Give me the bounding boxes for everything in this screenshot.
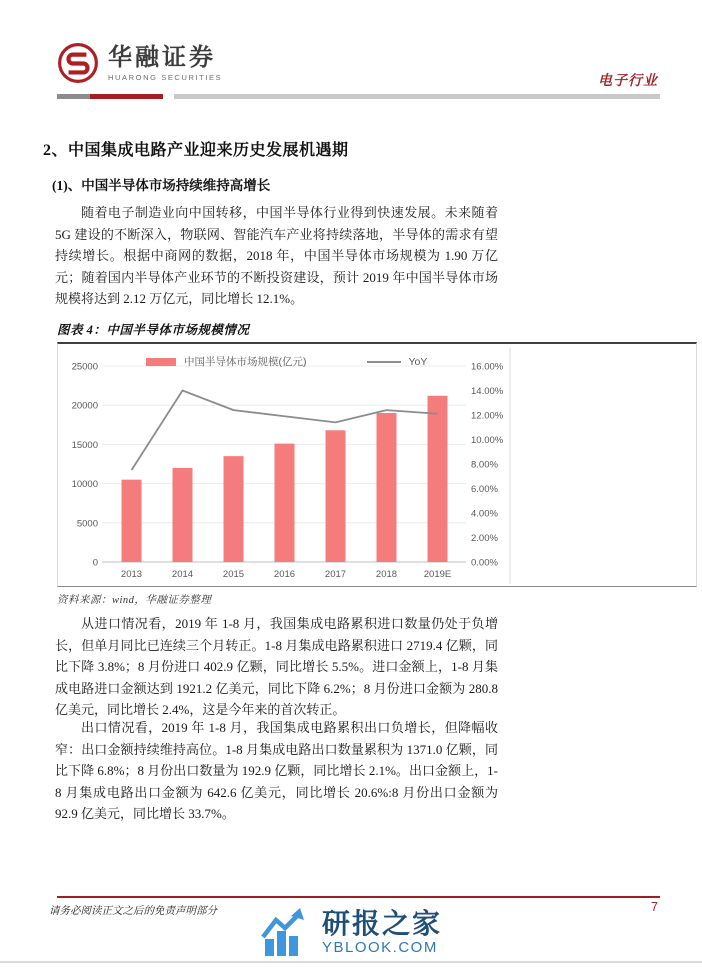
figure-title: 图表 4：中国半导体市场规模情况 [57, 323, 250, 337]
svg-text:10.00%: 10.00% [471, 435, 504, 446]
svg-text:0: 0 [92, 557, 98, 569]
legend-bar-swatch-icon [146, 358, 176, 366]
paragraph-exports: 出口情况看，2019 年 1-8 月，我国集成电路累积出口负增长，但降幅收窄：出口金额持续维持高位。1-8 月集成电路出口数量累积为 1371.0 亿颗，同比下降 6.8%；8 月份出口数量为 192.9 亿颗，同比增长 2.1%。出口金额上，1-8 月集成电路出口金额为 642.6 亿美元，同比增长 20.6%:8 月份出口金额为 92.9 亿美元，同比增长 33.7%。 [55, 720, 498, 821]
chart-legend [146, 354, 427, 369]
watermark [260, 906, 442, 958]
svg-text:2018: 2018 [375, 569, 398, 580]
legend-line-label: YoY [408, 355, 428, 368]
svg-text:4.00%: 4.00% [471, 508, 498, 520]
header-rule-gray [57, 94, 90, 99]
svg-text:5000: 5000 [76, 518, 98, 530]
brand-text [108, 45, 222, 82]
brand-logo [57, 42, 222, 84]
header-rule-light [174, 94, 660, 99]
legend-bar-label: 中国半导体市场规模(亿元) [184, 356, 307, 368]
svg-text:2019E: 2019E [423, 569, 452, 580]
subsection-heading: (1)、中国半导体市场持续维持高增长 [52, 178, 271, 193]
watermark-text [322, 909, 442, 956]
footer-disclaimer: 请务必阅读正文之后的免责声明部分 [49, 906, 217, 917]
watermark-chart-icon [260, 906, 312, 958]
legend-line-swatch-icon [367, 361, 401, 363]
watermark-url: YBLOOK.COM [321, 938, 438, 956]
watermark-title: 研报之家 [321, 907, 443, 939]
svg-text:15000: 15000 [71, 439, 98, 451]
svg-text:2014: 2014 [171, 569, 194, 580]
svg-text:2015: 2015 [222, 569, 245, 580]
footer-rule [57, 896, 660, 898]
section-heading: 2、中国集成电路产业迎来历史发展机遇期 [43, 142, 349, 159]
chart-frame [57, 342, 697, 587]
svg-text:0.00%: 0.00% [471, 557, 498, 569]
header-rule-red [90, 94, 163, 99]
brand-name-en: HUARONG SECURITIES [108, 72, 223, 82]
page-bottom-edge [0, 961, 702, 963]
brand-name-cn: 华融证券 [108, 44, 216, 71]
svg-text:10000: 10000 [71, 479, 98, 491]
svg-text:6.00%: 6.00% [471, 484, 498, 495]
svg-text:16.00%: 16.00% [471, 361, 504, 373]
paragraph-imports: 从进口情况看，2019 年 1-8 月，我国集成电路累积进口数量仍处于负增长，但单月同比已连续三个月转正。1-8 月集成电路累积进口 2719.4 亿颗，同比下降 3.8%；8 月份进口 402.9 亿颗，同比增长 5.5%。进口金额上，1-8 月集成电路进口金额达到 1921.2 亿美元，同比下降 6.2%；8 月份进口金额为 280.8 亿美元，同比增长 2.4%，这是今年来的首次转正。 [55, 616, 498, 717]
svg-text:2017: 2017 [324, 569, 347, 580]
page-number: 7 [651, 900, 658, 914]
svg-text:2016: 2016 [273, 569, 296, 580]
svg-text:25000: 25000 [71, 361, 98, 373]
huarong-emblem-icon [57, 42, 99, 84]
svg-text:20000: 20000 [71, 400, 98, 412]
figure-source: 资料来源：wind，华融证券整理 [57, 595, 212, 606]
industry-tag: 电子行业 [598, 74, 658, 89]
figure-block [57, 320, 697, 607]
svg-text:12.00%: 12.00% [471, 410, 504, 422]
svg-text:14.00%: 14.00% [471, 386, 504, 397]
svg-text:8.00%: 8.00% [471, 459, 498, 471]
semiconductor-market-chart [58, 344, 696, 586]
svg-text:2013: 2013 [120, 569, 143, 580]
paragraph-market-growth: 随着电子制造业向中国转移，中国半导体行业得到快速发展。未来随着 5G 建设的不断深入，物联网、智能汽车产业将持续落地，半导体的需求有望持续增长。根据中商网的数据，2018 年，中国半导体市场规模为 1.90 万亿元；随着国内半导体产业环节的不断投资建设，预计 2019 年中国半导体市场规模将达到 2.12 万亿元，同比增长 12.1%。 [55, 205, 498, 306]
svg-text:2.00%: 2.00% [471, 533, 498, 544]
